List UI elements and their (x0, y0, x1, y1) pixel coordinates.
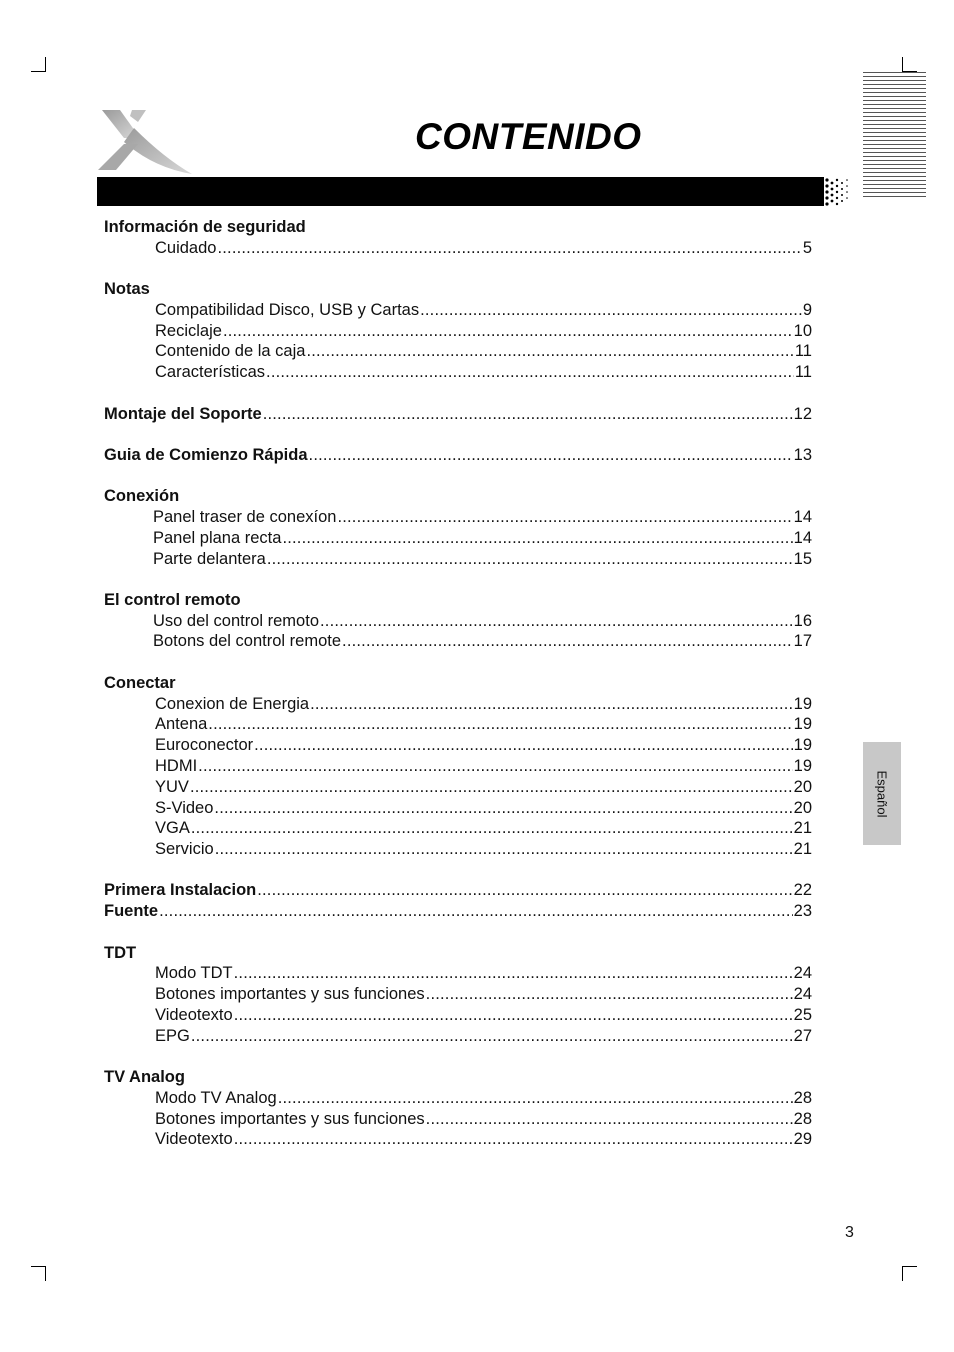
toc-entry: YUV ..... 20 (104, 777, 812, 798)
toc-heading-entry: Primera Instalacion ..... 22 (104, 880, 812, 901)
toc-section (104, 880, 812, 901)
toc-entry: Contenido de la caja ..... 11 (104, 341, 812, 362)
toc-heading: Conectar (104, 673, 176, 692)
toc-entry: Videotexto ..... 29 (104, 1129, 812, 1150)
toc-entry: Modo TDT ..... 24 (104, 963, 812, 984)
toc-entry: Botons del control remote ..... 17 (104, 631, 812, 652)
language-tab-label: Español (874, 770, 890, 817)
toc-section (104, 943, 812, 1047)
title-bar (97, 177, 823, 206)
toc-section (104, 404, 812, 425)
toc-entry: Uso del control remoto ..... 16 (104, 611, 812, 632)
toc-entry: Cuidado ..... 5 (104, 238, 812, 259)
toc-section (104, 445, 812, 466)
toc-entry: S-Video ..... 20 (104, 798, 812, 819)
toc-heading: Notas (104, 280, 150, 299)
toc-entry: Videotexto ..... 25 (104, 1005, 812, 1026)
language-tab (863, 742, 901, 845)
toc-heading: TDT (104, 943, 137, 962)
crop-mark-top-left (31, 57, 46, 72)
toc-section (104, 486, 812, 569)
toc-entry: Panel plana recta ..... 14 (104, 528, 812, 549)
toc-entry: Panel traser de conexíon ..... 14 (104, 507, 812, 528)
toc-entry: Servicio ..... 21 (104, 839, 812, 860)
toc-heading-entry: Fuente ..... 23 (104, 901, 812, 922)
toc-entry: Compatibilidad Disco, USB y Cartas ..... 9 (104, 300, 812, 321)
toc-heading-entry: Montaje del Soporte ..... 12 (104, 404, 812, 425)
page-title: CONTENIDO (415, 116, 642, 157)
toc-section (104, 590, 812, 652)
toc-heading: Información de seguridad (104, 218, 306, 236)
page-number: 3 (845, 1224, 854, 1241)
toc-section (104, 673, 812, 860)
crop-mark-top-right (902, 57, 917, 72)
toc-section (104, 217, 812, 259)
toc-entry: Botones importantes y sus funciones ..... 28 (104, 1109, 812, 1130)
toc-entry: Reciclaje ..... 10 (104, 321, 812, 342)
toc-section (104, 279, 812, 383)
toc-entry: HDMI ..... 19 (104, 756, 812, 777)
crop-mark-bottom-left (31, 1266, 46, 1281)
toc-heading: Conexión (104, 487, 180, 506)
toc-heading: El control remoto (104, 590, 241, 609)
toc-heading: TV Analog (104, 1068, 185, 1086)
x-logo-icon (94, 108, 194, 176)
toc-heading-entry: Guia de Comienzo Rápida ..... 13 (104, 445, 812, 466)
toc-section (104, 1067, 812, 1150)
toc-entry: VGA ..... 21 (104, 818, 812, 839)
table-of-contents (104, 217, 812, 1171)
toc-entry: Conexion de Energia ..... 19 (104, 694, 812, 715)
toc-entry: Antena ..... 19 (104, 714, 812, 735)
decorative-stripes (863, 72, 926, 200)
toc-entry: EPG ..... 27 (104, 1026, 812, 1047)
crop-mark-bottom-right (902, 1266, 917, 1281)
toc-entry: Características ..... 11 (104, 362, 812, 383)
toc-entry: Euroconector ..... 19 (104, 735, 812, 756)
title-bar-dot-fade (816, 177, 852, 206)
toc-section (104, 901, 812, 922)
toc-entry: Modo TV Analog ..... 28 (104, 1088, 812, 1109)
toc-entry: Botones importantes y sus funciones ..... 24 (104, 984, 812, 1005)
toc-entry: Parte delantera ..... 15 (104, 549, 812, 570)
